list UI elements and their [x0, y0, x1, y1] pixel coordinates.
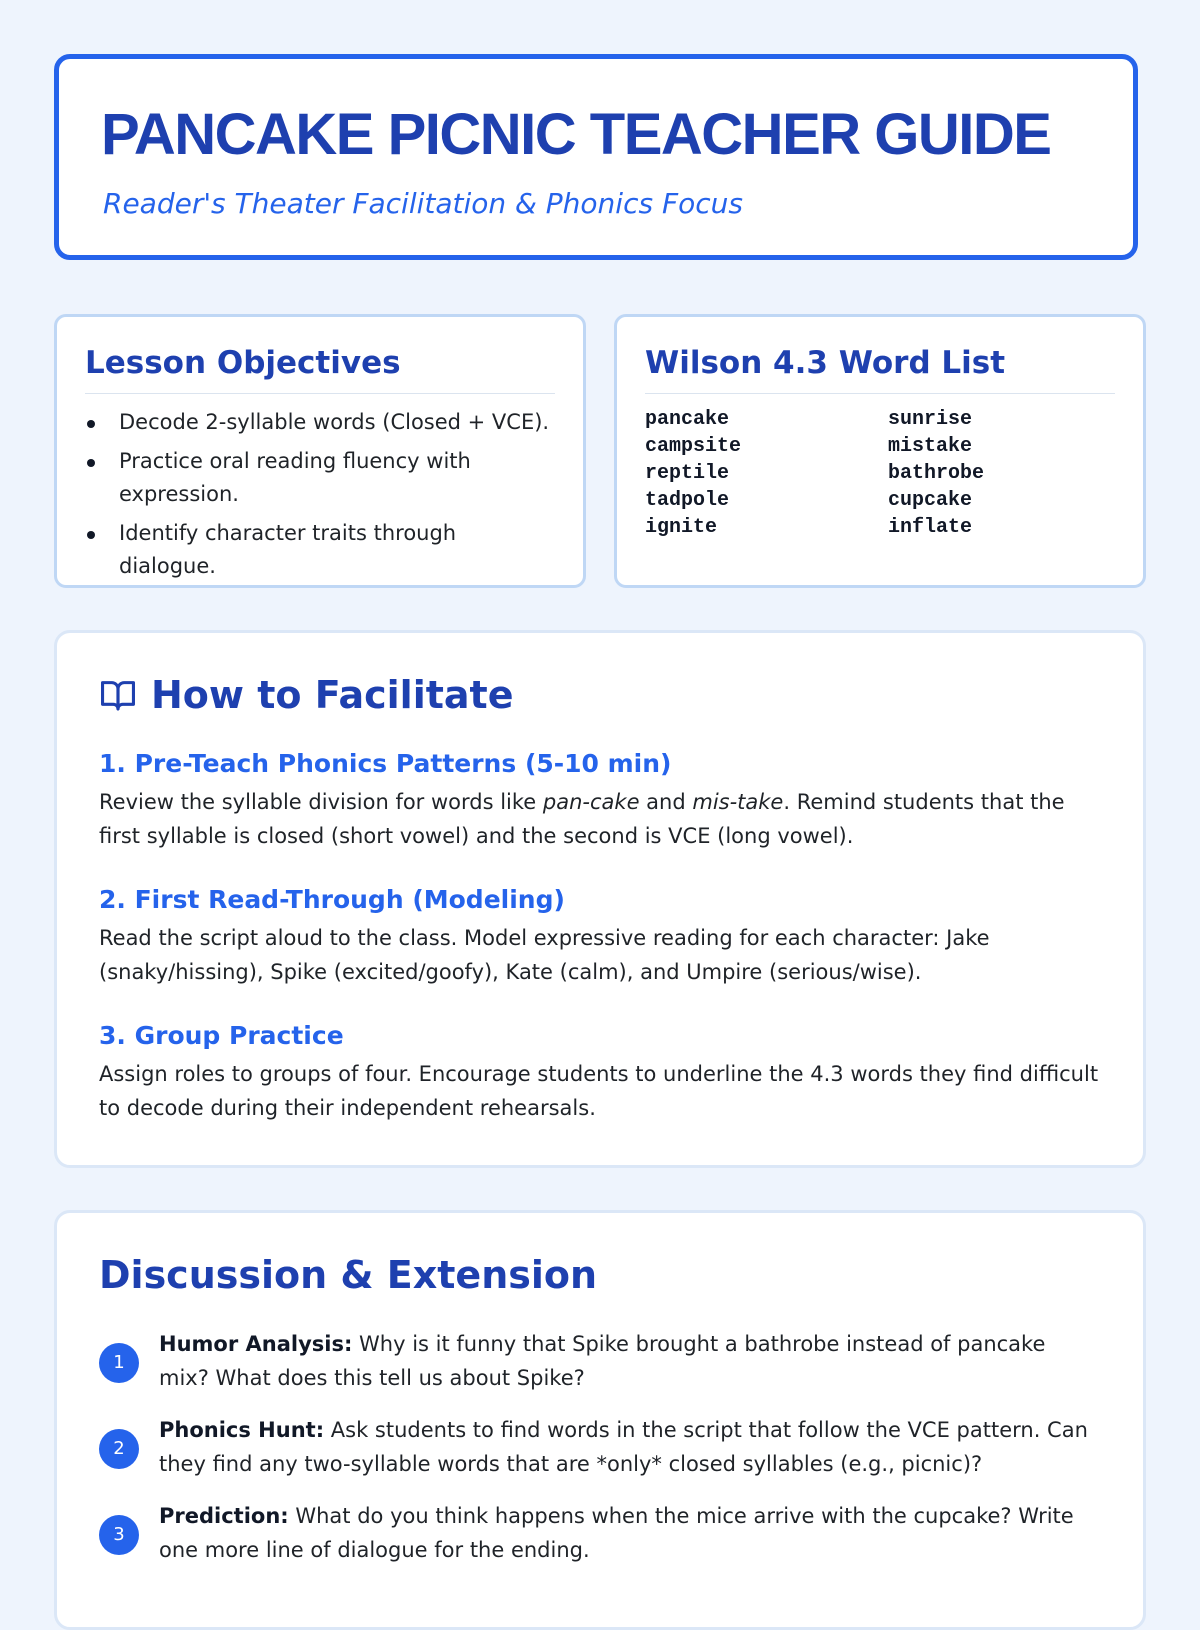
word-list-card: [614, 314, 1146, 588]
step-body: Read the script aloud to the class. Model expressive reading for each character: Jake (snaky/hissing), Spike (excited/goofy), Kate (calm), and Umpire (serious/wise).: [99, 926, 990, 984]
example-word: pan-cake: [542, 790, 640, 814]
discussion-text: Why is it funny that Spike brought a bathrobe instead of pancake mix? What does this tell us about Spike?: [159, 1332, 1046, 1390]
page-title: PANCAKE PICNIC TEACHER GUIDE: [101, 102, 1051, 167]
word-grid: [645, 406, 1115, 541]
discussion-item: [99, 1413, 1101, 1481]
discussion-label: Humor Analysis:: [159, 1332, 353, 1356]
example-word: mis-take: [692, 790, 784, 814]
discussion-text: What do you think happens when the mice arrive with the cupcake? Write one more line of dialogue for the ending.: [159, 1504, 1074, 1562]
word-item: inflate: [888, 516, 973, 539]
step-title: 1. Pre-Teach Phonics Patterns (5-10 min): [99, 749, 672, 778]
facilitation-step: [99, 747, 1101, 853]
objective-item: Decode 2-syllable words (Closed + VCE).: [85, 406, 555, 439]
facilitation-step: [99, 883, 1101, 989]
word-item: pancake: [645, 408, 730, 431]
lesson-objectives-title: Lesson Objectives: [85, 345, 555, 394]
discussion-label: Phonics Hunt:: [159, 1418, 325, 1442]
step-title: 3. Group Practice: [99, 1021, 344, 1050]
facilitation-heading: [99, 673, 1101, 717]
step-text: Review the syllable division for words like: [99, 790, 543, 814]
facilitation-title: How to Facilitate: [151, 673, 514, 717]
discussion-item: [99, 1327, 1101, 1395]
word-item: reptile: [645, 462, 730, 485]
objective-item: Practice oral reading fluency with expression.: [85, 445, 555, 511]
word-item: bathrobe: [888, 462, 985, 485]
open-book-icon: [99, 678, 137, 712]
word-list-title: Wilson 4.3 Word List: [645, 345, 1115, 394]
step-text: and: [639, 790, 693, 814]
word-item: cupcake: [888, 489, 973, 512]
facilitation-card: [54, 630, 1146, 1168]
step-title: 2. First Read-Through (Modeling): [99, 885, 565, 914]
title-banner: [54, 54, 1138, 260]
number-badge: 2: [99, 1429, 139, 1469]
word-item: ignite: [645, 516, 718, 539]
lesson-objectives-card: [54, 314, 586, 588]
word-item: campsite: [645, 435, 742, 458]
discussion-label: Prediction:: [159, 1504, 289, 1528]
step-text: . Remind students that the first syllable is closed (short vowel) and the second is VCE (long vowel).: [99, 790, 1065, 848]
number-badge: 3: [99, 1515, 139, 1555]
page-subtitle: Reader's Theater Facilitation & Phonics Focus: [103, 187, 743, 220]
discussion-title: Discussion & Extension: [99, 1253, 598, 1297]
facilitation-step: [99, 1019, 1101, 1125]
discussion-text: Ask students to find words in the script that follow the VCE pattern. Can they find any two-syllable words that are *only* closed syllables (e.g., picnic)?: [159, 1418, 1088, 1476]
objectives-list: [85, 406, 555, 583]
word-item: sunrise: [888, 408, 973, 431]
step-body: [99, 785, 1101, 853]
discussion-item: [99, 1499, 1101, 1567]
word-item: tadpole: [645, 489, 730, 512]
objective-item: Identify character traits through dialogue.: [85, 517, 555, 583]
step-body: Assign roles to groups of four. Encourage students to underline the 4.3 words they find difficult to decode during their independent rehearsals.: [99, 1062, 1099, 1120]
number-badge: 1: [99, 1343, 139, 1383]
discussion-card: [54, 1210, 1146, 1630]
word-item: mistake: [888, 435, 973, 458]
